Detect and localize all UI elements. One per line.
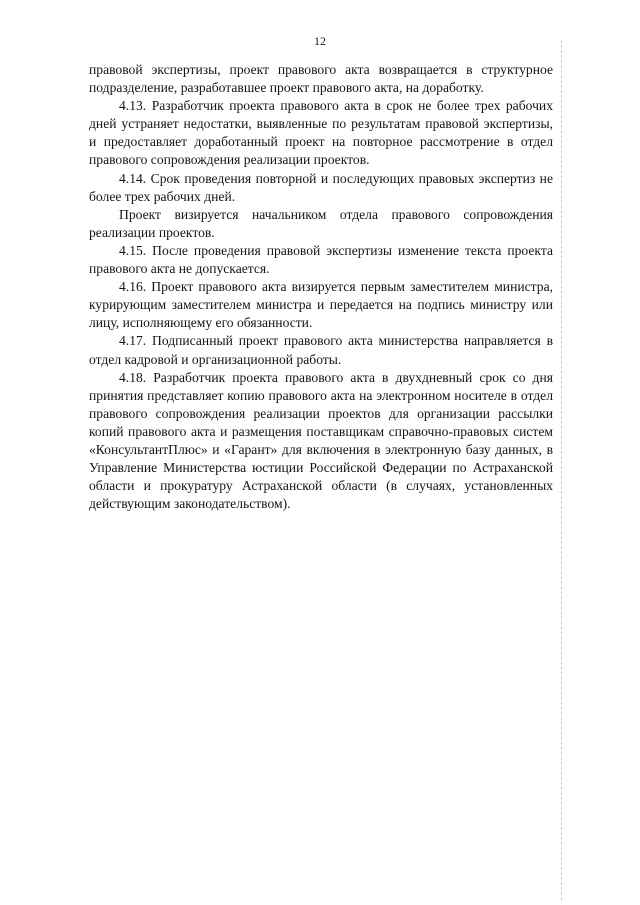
scan-fold-line <box>561 40 562 900</box>
paragraph-4-13: 4.13. Разработчик проекта правового акта в срок не более трех рабочих дней устраняет недостатки, выявленные по результатам правовой экспертизы, и предоставляет доработанный проект на повторное рассмотрение в отдел правового сопровождения реализации проектов. <box>89 98 553 168</box>
document-body <box>89 61 553 513</box>
page-number: 12 <box>314 34 326 48</box>
paragraph-approval: Проект визируется начальником отдела правового сопровождения реализации проектов. <box>89 206 553 240</box>
paragraph-4-15: 4.15. После проведения правовой экспертизы изменение текста проекта правового акта не допускается. <box>89 242 553 277</box>
paragraph-4-17: 4.17. Подписанный проект правового акта министерства направляется в отдел кадровой и организационной работы. <box>89 333 553 367</box>
paragraph-continued: правовой экспертизы, проект правового акта возвращается в структурное подразделение, разработавшее проект правового акта, на доработку. <box>89 62 553 96</box>
paragraph-4-14: 4.14. Срок проведения повторной и последующих правовых экспертиз не более трех рабочих дней. <box>89 170 553 204</box>
paragraph-4-16: 4.16. Проект правового акта визируется первым заместителем министра, курирующим заместителем министра и передается на подпись министру или лицу, исполняющему его обязанности. <box>89 279 553 331</box>
paragraph-4-18: 4.18. Разработчик проекта правового акта в двухдневный срок со дня принятия представляет копию правового акта на электронном носителе в отдел правового сопровождения реализации проектов для организации рассылки копий правового акта и размещения поставщикам справочно-правовых систем «КонсультантПлюс» и «Гарант» для включения в электронную базу данных, в Управление Министерства юстиции Российской Федерации по Астраханской области и прокуратуру Астраханской области (в случаях, установленных действующим законодательством). <box>89 369 553 512</box>
